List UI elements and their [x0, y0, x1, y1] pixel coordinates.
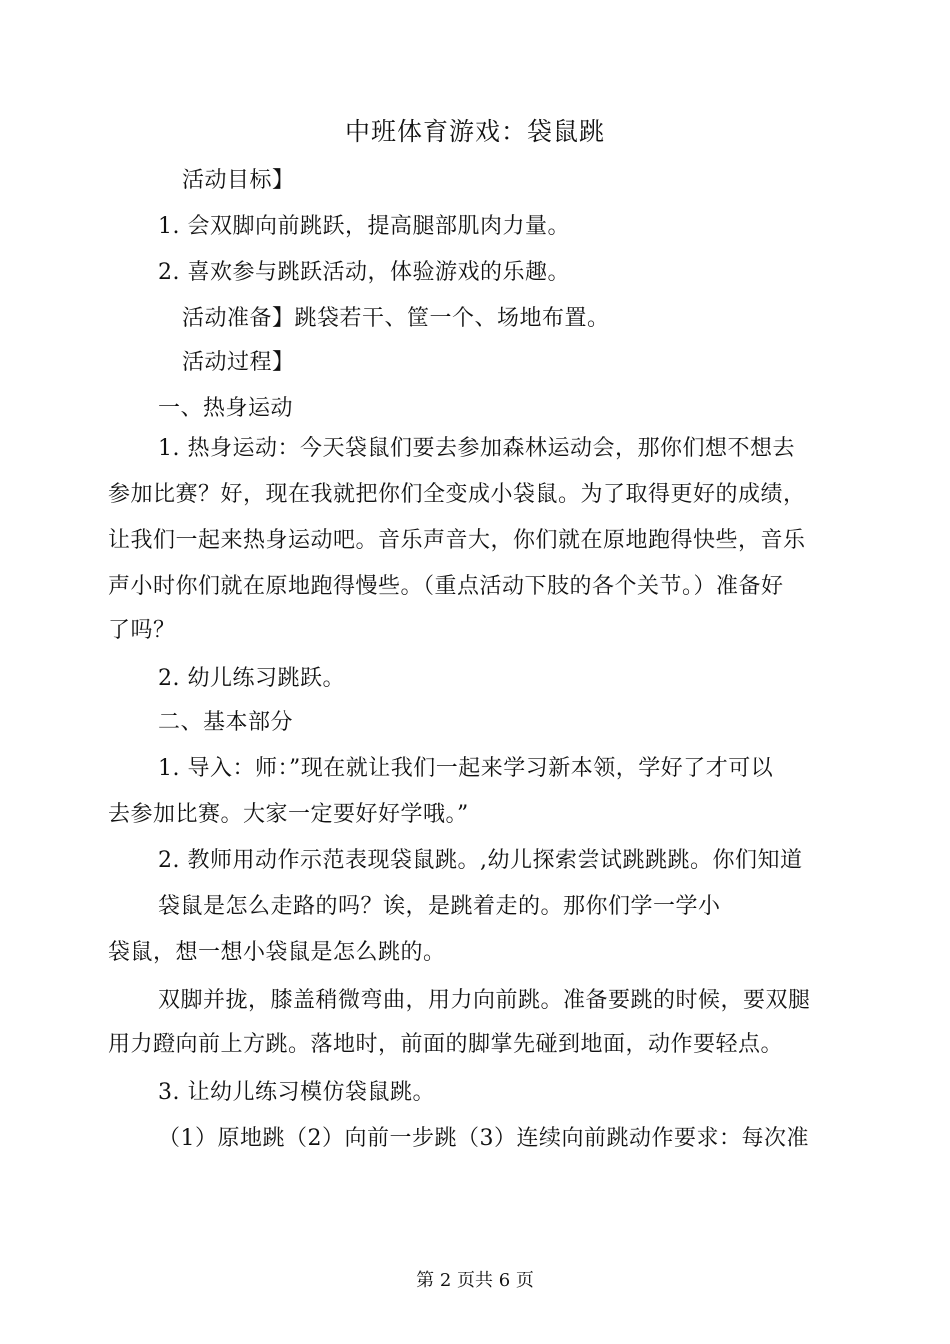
paragraph-line: 袋鼠是怎么走路的吗？诶，是跳着走的。那你们学一学小	[158, 894, 721, 919]
goal-item-1: 1. 会双脚向前跳跃，提高腿部肌肉力量。	[158, 214, 570, 239]
paragraph-line: 声小时你们就在原地跑得慢些。（重点活动下肢的各个关节。）准备好	[108, 574, 784, 599]
section-heading-preparation: 活动准备】跳袋若干、筐一个、场地布置。	[182, 306, 610, 331]
paragraph-line: 让我们一起来热身运动吧。音乐声音大，你们就在原地跑得快些，音乐	[108, 528, 806, 553]
section-heading-goals: 活动目标】	[182, 168, 295, 193]
paragraph-line: 1. 热身运动：今天袋鼠们要去参加森林运动会，那你们想不想去	[158, 436, 795, 461]
paragraph-line: 2. 幼儿练习跳跃。	[158, 666, 345, 691]
subsection-warmup: 一、热身运动	[158, 396, 294, 421]
page-number-footer: 第 2 页共 6 页	[416, 1270, 534, 1291]
paragraph-line: 参加比赛？好，现在我就把你们全变成小袋鼠。为了取得更好的成绩，	[108, 482, 806, 507]
paragraph-line: （1）原地跳（2）向前一步跳（3）连续向前跳动作要求：每次准	[158, 1126, 809, 1151]
section-heading-process: 活动过程】	[182, 350, 295, 375]
paragraph-line: 了吗？	[108, 618, 176, 643]
paragraph-line: 去参加比赛。大家一定要好好学哦。”	[108, 802, 469, 827]
subsection-basic: 二、基本部分	[158, 710, 294, 735]
paragraph-line: 3. 让幼儿练习模仿袋鼠跳。	[158, 1080, 435, 1105]
goal-item-2: 2. 喜欢参与跳跃活动，体验游戏的乐趣。	[158, 260, 570, 285]
paragraph-line: 双脚并拢，膝盖稍微弯曲，用力向前跳。准备要跳的时候，要双腿	[158, 988, 811, 1013]
paragraph-line: 用力蹬向前上方跳。落地时，前面的脚掌先碰到地面，动作要轻点。	[108, 1032, 784, 1057]
paragraph-line: 袋鼠，想一想小袋鼠是怎么跳的。	[108, 940, 446, 965]
paragraph-line: 2. 教师用动作示范表现袋鼠跳。,幼儿探索尝试跳跳跳。你们知道	[158, 848, 803, 873]
paragraph-line: 1. 导入：师：”现在就让我们一起来学习新本领，学好了才可以	[158, 756, 774, 781]
document-title: 中班体育游戏：袋鼠跳	[344, 117, 605, 146]
